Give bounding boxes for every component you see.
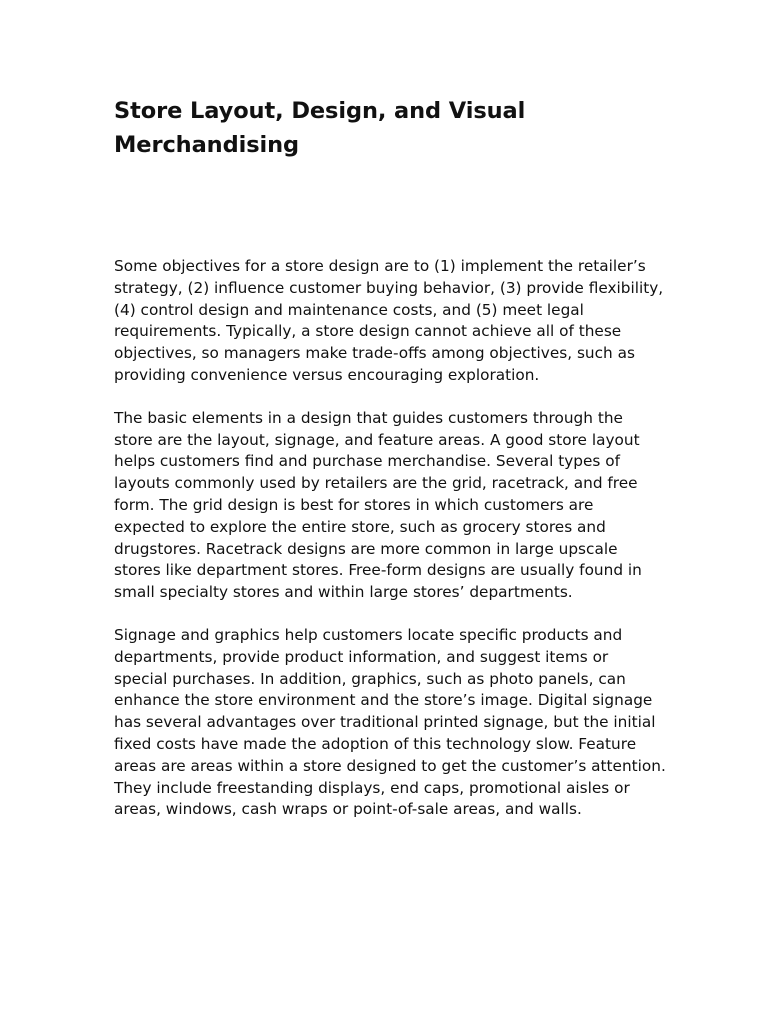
paragraph-objectives: Some objectives for a store design are to (1) implement the retailer’s strategy, (2) influence customer buying behavior, (3) provide flexibility, (4) control design and maintenance costs, and (5) meet legal requirements. Typically, a store design cannot achieve all of these objectives, so managers make trade-offs among objectives, such as providing convenience versus encouraging exploration. bbox=[114, 257, 664, 384]
document-title: Store Layout, Design, and Visual Merchandising bbox=[114, 98, 526, 158]
document-content bbox=[114, 94, 666, 842]
paragraph-signage-and-feature-areas: Signage and graphics help customers locate specific products and departments, provide product information, and suggest items or special purchases. In addition, graphics, such as photo panels, can enhance the store environment and the store’s image. Digital signage has several advantages over traditional printed signage, but the initial fixed costs have made the adoption of this technology slow. Feature areas are areas within a store designed to get the customer’s attention. They include freestanding displays, end caps, promotional aisles or areas, windows, cash wraps or point-of-sale areas, and walls. bbox=[114, 625, 666, 819]
document-body bbox=[114, 256, 666, 821]
paragraph-layout-elements: The basic elements in a design that guides customers through the store are the layout, signage, and feature areas. A good store layout helps customers find and purchase merchandise. Several types of layouts commonly used by retailers are the grid, racetrack, and free form. The grid design is best for stores in which customers are expected to explore the entire store, such as grocery stores and drugstores. Racetrack designs are more common in large upscale stores like department stores. Free-form designs are usually found in small specialty stores and within large stores’ departments. bbox=[114, 408, 642, 602]
